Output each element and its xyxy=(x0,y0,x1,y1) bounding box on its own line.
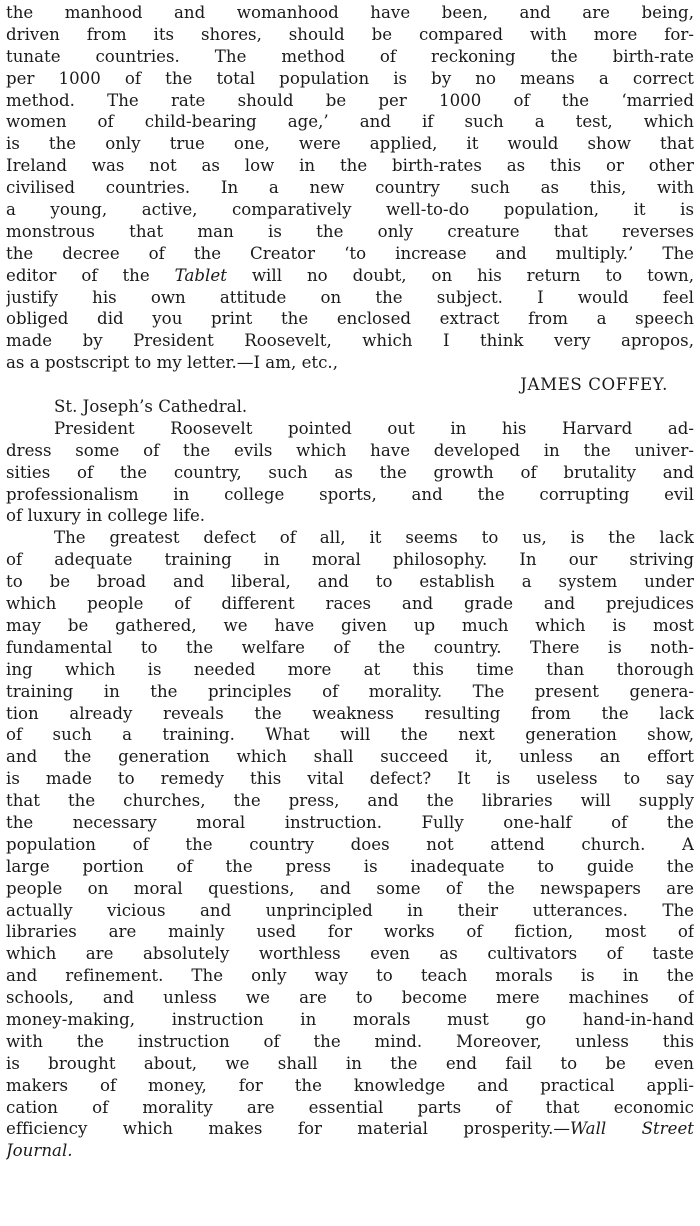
text-line: Ireland was not as low in the birth-rates as this or other xyxy=(6,156,694,176)
text-line: ing which is needed more at this time than thorough xyxy=(6,659,694,679)
text-line-with-italic xyxy=(6,265,694,287)
text-line: cation of morality are essential parts of that economic xyxy=(6,1097,694,1117)
text-line: and refinement. The only way to teach morals is in the xyxy=(6,966,694,986)
text-line: monstrous that man is the only creature that reverses xyxy=(6,221,694,241)
text-line: large portion of the press is inadequate to guide the xyxy=(6,856,694,876)
text-line: tunate countries. The method of reckoning the birth-rate xyxy=(6,46,694,66)
text-line: of such a training. What will the next generation show, xyxy=(6,725,694,745)
text-line: tion already reveals the weakness resulting from the lack xyxy=(6,703,694,723)
text-fragment: efficiency which makes for material prosperity.— xyxy=(6,1119,571,1139)
letter-location: St. Joseph’s Cathedral. xyxy=(54,397,248,417)
text-line: per 1000 of the total population is by no means a correct xyxy=(6,68,694,88)
text-line: population of the country does not attend church. A xyxy=(6,834,694,854)
text-line: libraries are mainly used for works of fiction, most of xyxy=(6,922,694,942)
letter-body xyxy=(6,2,694,374)
text-line: training in the principles of morality. The present genera- xyxy=(6,681,694,701)
text-line: a young, active, comparatively well-to-do population, it is xyxy=(6,200,694,220)
text-line: President Roosevelt pointed out in his Harvard ad- xyxy=(54,418,694,438)
text-line: the necessary moral instruction. Fully one-half of the xyxy=(6,812,694,832)
text-line-with-source xyxy=(6,1118,694,1140)
signature: JAMES COFFEY. xyxy=(520,375,668,395)
text-line: driven from its shores, should be compared with more for- xyxy=(6,24,694,44)
text-line: actually vicious and unprincipled in their utterances. The xyxy=(6,900,694,920)
text-line: money-making, instruction in morals must go hand-in-hand xyxy=(6,1009,694,1029)
text-line: method. The rate should be per 1000 of the ‘married xyxy=(6,90,694,110)
text-line: professionalism in college sports, and the corrupting evil xyxy=(6,484,694,504)
text-line: is the only true one, were applied, it would show that xyxy=(6,134,694,154)
text-line: which people of different races and grade and prejudices xyxy=(6,594,694,614)
text-line: women of child-bearing age,’ and if such a test, which xyxy=(6,112,694,132)
text-fragment: will no doubt, on his return to town, xyxy=(251,265,694,285)
text-line: sities of the country, such as the growth of brutality and xyxy=(6,462,694,482)
text-line: to be broad and liberal, and to establish a system under xyxy=(6,572,694,592)
text-line: the manhood and womanhood have been, and are being, xyxy=(6,3,694,22)
text-line: may be gathered, we have given up much which is most xyxy=(6,615,694,635)
text-line xyxy=(6,1140,694,1162)
text-line: that the churches, the press, and the libraries will supply xyxy=(6,791,694,811)
text-line: is made to remedy this vital defect? It is useless to say xyxy=(6,769,694,789)
text-fragment: editor of the xyxy=(6,265,150,285)
extract-paragraph-1 xyxy=(6,418,694,527)
text-line: civilised countries. In a new country such as this, with xyxy=(6,178,694,198)
text-line: as a postscript to my letter.—I am, etc., xyxy=(6,353,338,373)
text-line: people on moral questions, and some of the newspapers are xyxy=(6,878,694,898)
text-line: schools, and unless we are to become mere machines of xyxy=(6,988,694,1008)
source-title-end: Journal. xyxy=(6,1141,73,1161)
text-line: of adequate training in moral philosophy. In our striving xyxy=(6,550,694,570)
text-line: dress some of the evils which have developed in the univer- xyxy=(6,440,694,460)
text-line: is brought about, we shall in the end fail to be even xyxy=(6,1053,694,1073)
text-line: with the instruction of the mind. Moreover, unless this xyxy=(6,1031,694,1051)
text-line: The greatest defect of all, it seems to us, is the lack xyxy=(54,528,694,548)
extract-paragraph-2 xyxy=(6,527,694,1162)
text-line: obliged did you print the enclosed extract from a speech xyxy=(6,309,694,329)
text-line: the decree of the Creator ‘to increase and multiply.’ The xyxy=(6,243,694,263)
text-line: which are absolutely worthless even as cultivators of taste xyxy=(6,944,694,964)
text-line: and the generation which shall succeed it, unless an effort xyxy=(6,747,694,767)
text-line: made by President Roosevelt, which I think very apropos, xyxy=(6,331,694,351)
text-line: justify his own attitude on the subject. I would feel xyxy=(6,287,694,307)
text-line: fundamental to the welfare of the country. There is noth- xyxy=(6,637,694,657)
source-title: Wall Street xyxy=(570,1119,694,1139)
text-line: of luxury in college life. xyxy=(6,506,206,526)
publication-title-tablet: Tablet xyxy=(174,265,227,285)
text-line: makers of money, for the knowledge and practical appli- xyxy=(6,1075,694,1095)
